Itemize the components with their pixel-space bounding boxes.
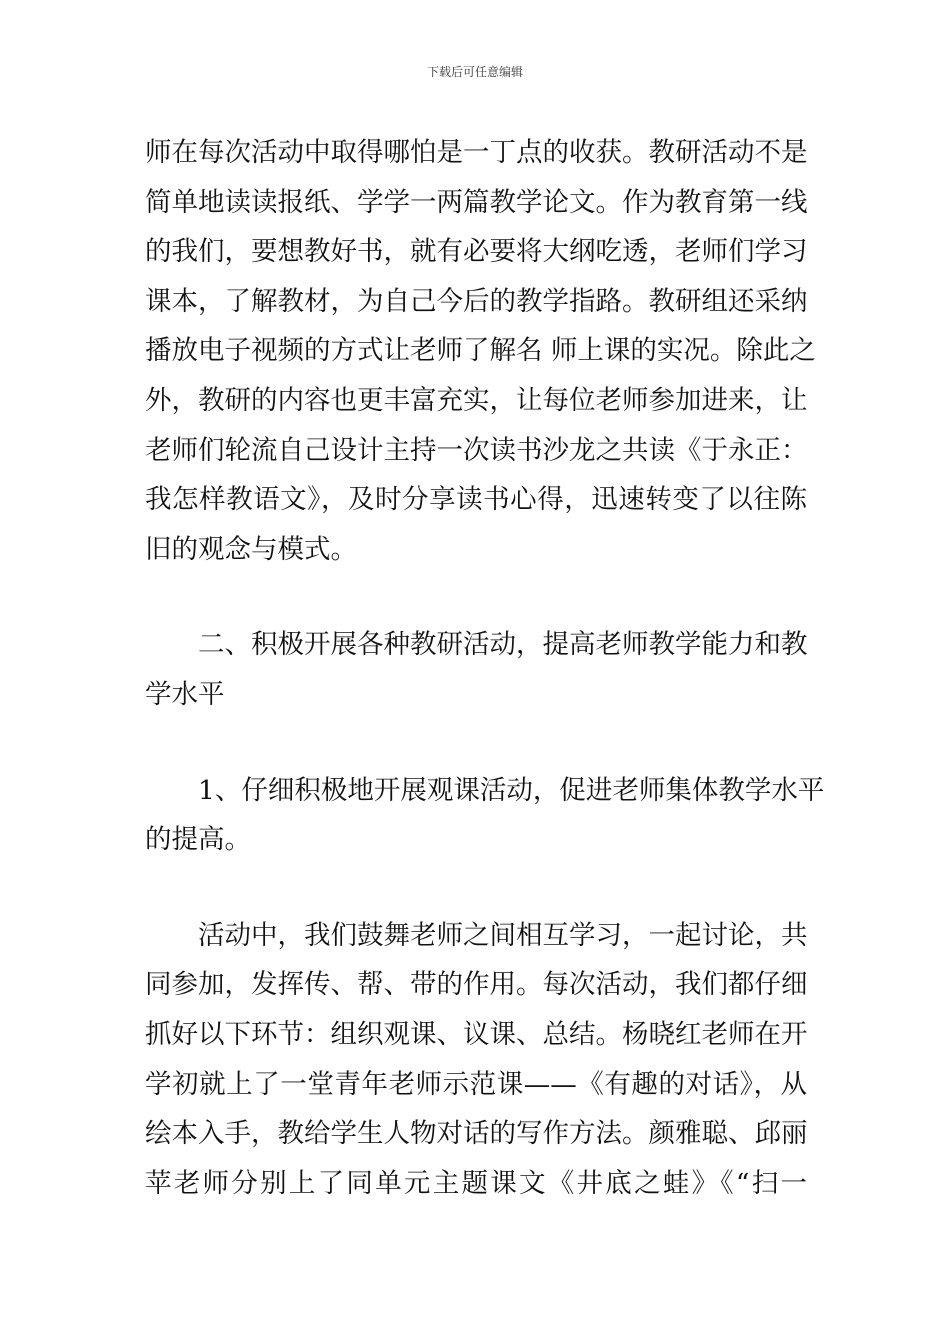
text-line: 简单地读读报纸、学学一两篇教学论文。作为教育第一线 (145, 186, 808, 218)
text-line: 我怎样教语文》，及时分享读书心得，迅速转变了以往陈 (145, 484, 807, 516)
section-heading (145, 620, 807, 719)
text-line: 老师们轮流自己设计主持一次读书沙龙之共读《于永正： (145, 434, 808, 466)
text-line: 学初就上了一堂青年老师示范课——《有趣的对话》，从 (145, 1068, 807, 1100)
text-line: 外，教研的内容也更丰富充实，让每位老师参加进来，让 (145, 384, 808, 416)
text-line: 旧的观念与模式。 (145, 533, 357, 565)
subsection-heading (145, 766, 825, 865)
text-line: 播放电子视频的方式让老师了解名 师上课的实况。除此之 (145, 335, 816, 367)
text-line: 二、积极开展各种教研活动，提高老师教学能力和教 (145, 629, 808, 661)
paragraph-gap (145, 574, 807, 620)
text-line: 的提高。 (145, 824, 251, 856)
text-line: 的我们，要想教好书，就有必要将大纲吃透，老师们学习 (145, 236, 808, 268)
page-header: 下载后可任意编辑 (426, 65, 523, 79)
text-line: 绘本入手，教给学生人物对话的写作方法。颜雅聪、邱丽 (145, 1118, 808, 1150)
text-line: 同参加，发挥传、帮、带的作用。每次活动，我们都仔细 (145, 969, 808, 1001)
paragraph (145, 128, 816, 574)
text-line: 学水平 (145, 678, 225, 710)
text-line: 师在每次活动中取得哪怕是一丁点的收获。教研活动不是 (145, 137, 808, 168)
document-body (145, 128, 825, 1208)
paragraph-gap (145, 865, 807, 911)
paragraph-gap (145, 720, 807, 766)
text-line: 苹老师分别上了同单元主题课文《井底之蛙》《“扫一 (145, 1167, 807, 1199)
paragraph (145, 911, 807, 1209)
text-line: 活动中，我们鼓舞老师之间相互学习，一起讨论，共 (145, 919, 808, 951)
text-line: 1、仔细积极地开展观课活动，促进老师集体教学水平 (145, 774, 825, 806)
text-line: 课本，了解教材，为自己今后的教学指路。教研组还采纳 (145, 285, 808, 317)
text-line: 抓好以下环节：组织观课、议课、总结。杨晓红老师在开 (145, 1018, 808, 1050)
